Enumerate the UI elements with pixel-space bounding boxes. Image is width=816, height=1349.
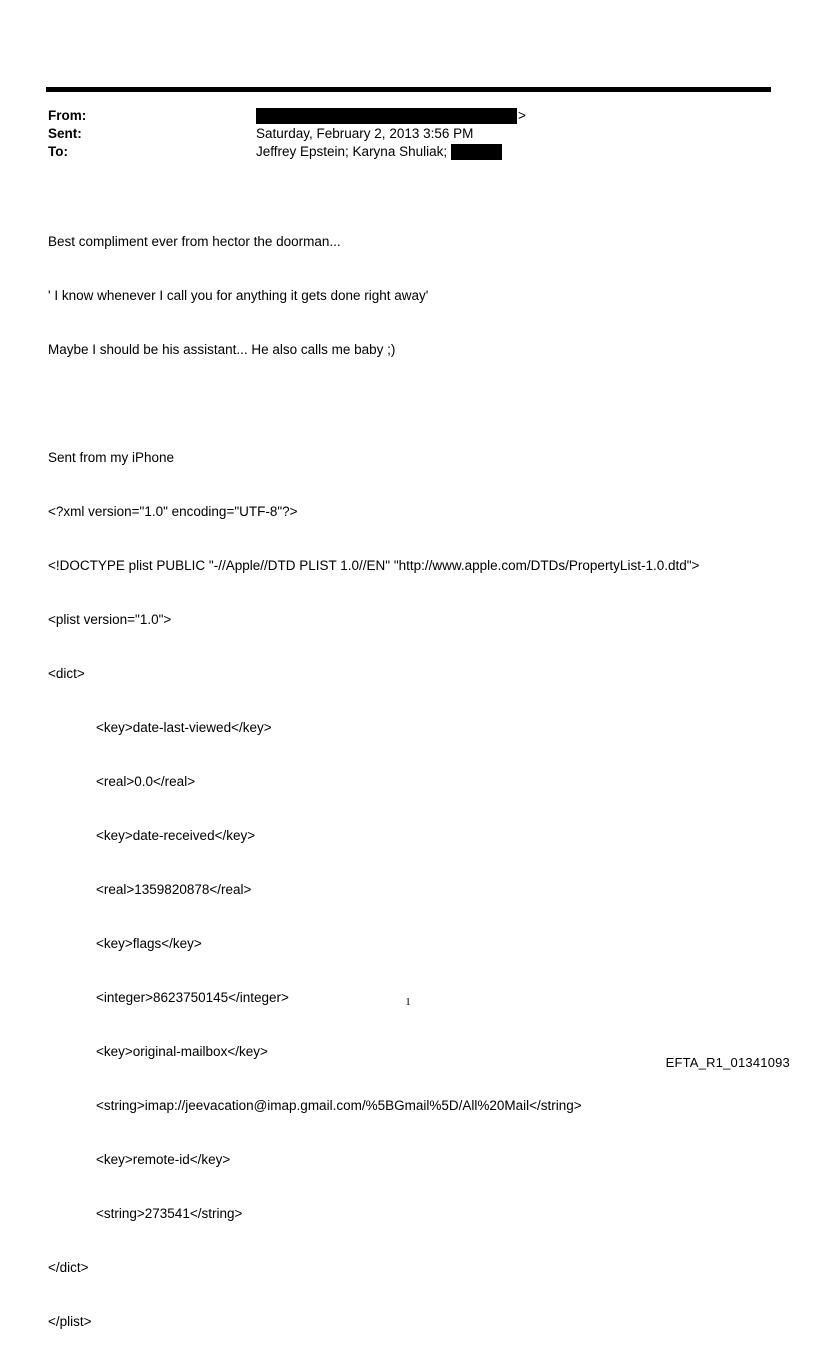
to-row	[48, 143, 768, 161]
sent-label: Sent:	[48, 126, 82, 141]
to-redaction-block	[451, 144, 502, 160]
plist-line: <dict>	[48, 666, 85, 681]
to-label: To:	[48, 144, 68, 159]
document-id: EFTA_R1_01341093	[665, 1055, 790, 1070]
sent-row	[48, 125, 768, 143]
email-header	[48, 107, 768, 161]
plist-line: <string>273541</string>	[96, 1206, 243, 1221]
plist-line: <key>remote-id</key>	[96, 1152, 231, 1167]
body-line: Best compliment ever from hector the doorman...	[48, 234, 341, 249]
body-line: Sent from my iPhone	[48, 450, 175, 465]
from-suffix: >	[518, 108, 526, 123]
from-redaction-block	[256, 108, 517, 124]
plist-line: <key>original-mailbox</key>	[96, 1044, 268, 1059]
plist-line: <?xml version="1.0" encoding="UTF-8"?>	[48, 504, 298, 519]
plist-line: </dict>	[48, 1260, 89, 1275]
plist-line: <key>date-last-viewed</key>	[96, 720, 272, 735]
plist-line: <key>date-received</key>	[96, 828, 256, 843]
from-row	[48, 107, 768, 125]
to-recipients: Jeffrey Epstein; Karyna Shuliak;	[256, 144, 448, 159]
page-number: 1	[405, 996, 411, 1008]
to-value	[256, 143, 502, 161]
plist-line: <integer>8623750145</integer>	[96, 990, 289, 1005]
plist-line: </plist>	[48, 1314, 92, 1329]
body-line: Maybe I should be his assistant... He also calls me baby ;)	[48, 342, 396, 357]
body-line: ' I know whenever I call you for anything it gets done right away'	[48, 288, 429, 303]
header-divider-rule	[46, 87, 771, 92]
plist-line: <key>flags</key>	[96, 936, 202, 951]
plist-line: <real>0.0</real>	[96, 774, 196, 789]
plist-line: <real>1359820878</real>	[96, 882, 252, 897]
sent-value: Saturday, February 2, 2013 3:56 PM	[256, 126, 474, 141]
plist-line: <string>imap://jeevacation@imap.gmail.com/%5BGmail%5D/All%20Mail</string>	[96, 1098, 582, 1113]
plist-line: <!DOCTYPE plist PUBLIC "-//Apple//DTD PLIST 1.0//EN" "http://www.apple.com/DTDs/PropertyList-1.0.dtd">	[48, 558, 700, 573]
from-value	[256, 107, 526, 125]
blank-line	[48, 395, 788, 413]
email-body	[48, 197, 788, 1349]
plist-line: <plist version="1.0">	[48, 612, 172, 627]
from-label: From:	[48, 108, 87, 123]
